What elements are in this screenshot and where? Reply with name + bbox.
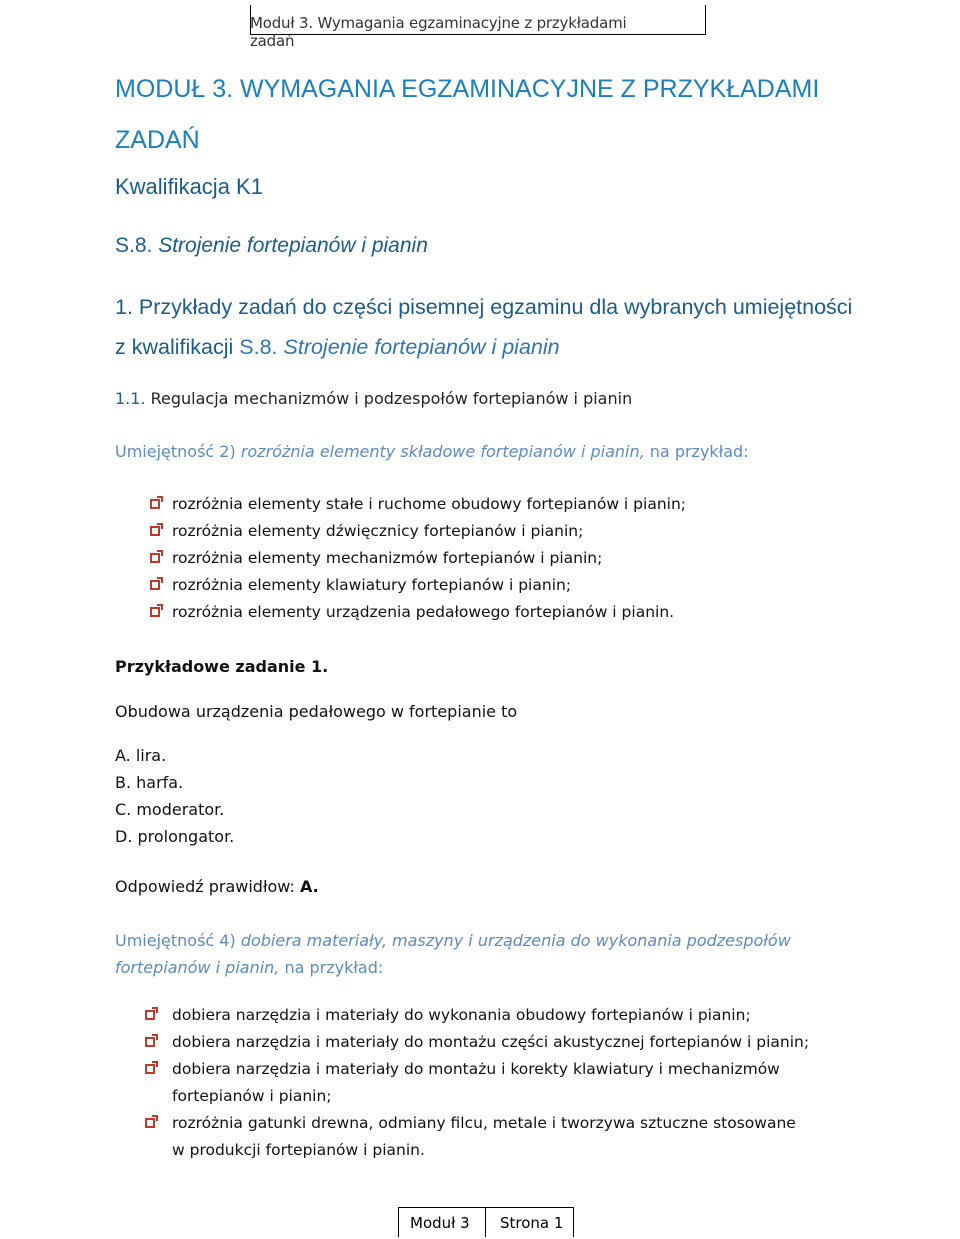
- list-item: [145, 1029, 809, 1056]
- skill-2-italic: rozróżnia elementy składowe fortepianów i pianin,: [240, 442, 645, 461]
- list-item: [150, 599, 686, 626]
- answer-options: [115, 742, 234, 850]
- header-text: Moduł 3. Wymagania egzaminacyjne z przykładami zadań: [250, 14, 627, 50]
- heading-2-num: 1.1.: [115, 389, 146, 408]
- section-name: Strojenie fortepianów i pianin: [158, 234, 428, 257]
- heading-2: [115, 389, 632, 408]
- section-heading: [115, 234, 428, 258]
- checkbox-bullet-icon: [145, 1010, 155, 1020]
- footer-module: Moduł 3: [410, 1214, 470, 1232]
- checkbox-bullet-icon: [150, 607, 160, 617]
- answer-label: Odpowiedź prawidłow:: [115, 877, 295, 896]
- footer-page-number: Strona 1: [500, 1214, 564, 1232]
- skill-4: [115, 927, 791, 981]
- heading-1-name: Strojenie fortepianów i pianin: [283, 335, 560, 359]
- skill-2: [115, 438, 749, 465]
- list-item-text: rozróżnia elementy urządzenia pedałowego fortepianów i pianin.: [172, 603, 675, 621]
- example-label: Przykładowe zadanie 1.: [115, 657, 329, 676]
- page-title: MODUŁ 3. WYMAGANIA EGZAMINACYJNE Z PRZYKŁADAMI ZADAŃ: [115, 75, 820, 154]
- list-item-text: w produkcji fortepianów i pianin.: [172, 1141, 425, 1159]
- skill-2-prefix: Umiejętność 2): [115, 442, 236, 461]
- bullet-list-2: [145, 1002, 809, 1164]
- checkbox-bullet-icon: [150, 553, 160, 563]
- checkbox-bullet-icon: [150, 499, 160, 509]
- list-item-text: rozróżnia elementy klawiatury fortepianów i pianin;: [172, 576, 572, 594]
- section-code: S.8.: [115, 234, 153, 257]
- correct-answer: [115, 877, 319, 896]
- list-item-text: rozróżnia elementy stałe i ruchome obudowy fortepianów i pianin;: [172, 495, 686, 513]
- list-item: [145, 1002, 809, 1029]
- list-item-text: fortepianów i pianin;: [172, 1087, 332, 1105]
- list-item-text: rozróżnia elementy dźwięcznicy fortepianów i pianin;: [172, 522, 584, 540]
- footer-divider: [573, 1207, 574, 1237]
- option-a: A. lira.: [115, 746, 167, 765]
- header-right-border: [705, 5, 706, 35]
- list-item-continuation: [145, 1137, 809, 1164]
- list-item: [145, 1056, 809, 1083]
- skill-4-suffix: na przykład:: [284, 958, 384, 977]
- list-item-text: dobiera narzędzia i materiały do montażu części akustycznej fortepianów i pianin;: [172, 1033, 810, 1051]
- list-item-text: dobiera narzędzia i materiały do wykonania obudowy fortepianów i pianin;: [172, 1006, 751, 1024]
- checkbox-bullet-icon: [145, 1037, 155, 1047]
- example-question: Obudowa urządzenia pedałowego w fortepianie to: [115, 702, 518, 721]
- footer-divider: [485, 1207, 486, 1237]
- list-item-text: rozróżnia gatunki drewna, odmiany filcu, metale i tworzywa sztuczne stosowane: [172, 1114, 796, 1132]
- option-b: B. harfa.: [115, 773, 184, 792]
- skill-2-suffix: na przykład:: [649, 442, 749, 461]
- checkbox-bullet-icon: [145, 1118, 155, 1128]
- footer-divider: [398, 1207, 399, 1237]
- list-item-text: rozróżnia elementy mechanizmów fortepianów i pianin;: [172, 549, 603, 567]
- skill-4-prefix: Umiejętność 4): [115, 931, 236, 950]
- page-header: [250, 5, 706, 50]
- checkbox-bullet-icon: [150, 526, 160, 536]
- heading-1: [115, 287, 855, 367]
- heading-1-code: S.8.: [239, 335, 278, 359]
- qualification: Kwalifikacja K1: [115, 174, 263, 199]
- answer-value: A.: [299, 877, 319, 896]
- heading-1-lead: 1. Przykłady zadań do części pisemnej egzaminu dla wybranych umiejętności z kwalifikacji: [115, 295, 853, 359]
- list-item: [150, 545, 686, 572]
- list-item: [150, 518, 686, 545]
- checkbox-bullet-icon: [150, 580, 160, 590]
- checkbox-bullet-icon: [145, 1064, 155, 1074]
- list-item: [150, 572, 686, 599]
- bullet-list-1: [150, 491, 686, 626]
- list-item-continuation: [145, 1083, 809, 1110]
- heading-2-text: Regulacja mechanizmów i podzespołów fortepianów i pianin: [150, 389, 633, 408]
- option-c: C. moderator.: [115, 800, 225, 819]
- footer-top-border: [398, 1207, 574, 1208]
- skill-4-italic-2: fortepianów i pianin,: [115, 958, 280, 977]
- list-item-text: dobiera narzędzia i materiały do montażu i korekty klawiatury i mechanizmów: [172, 1060, 780, 1078]
- list-item: [145, 1110, 809, 1137]
- list-item: [150, 491, 686, 518]
- option-d: D. prolongator.: [115, 827, 235, 846]
- skill-4-italic-1: dobiera materiały, maszyny i urządzenia do wykonania podzespołów: [240, 931, 791, 950]
